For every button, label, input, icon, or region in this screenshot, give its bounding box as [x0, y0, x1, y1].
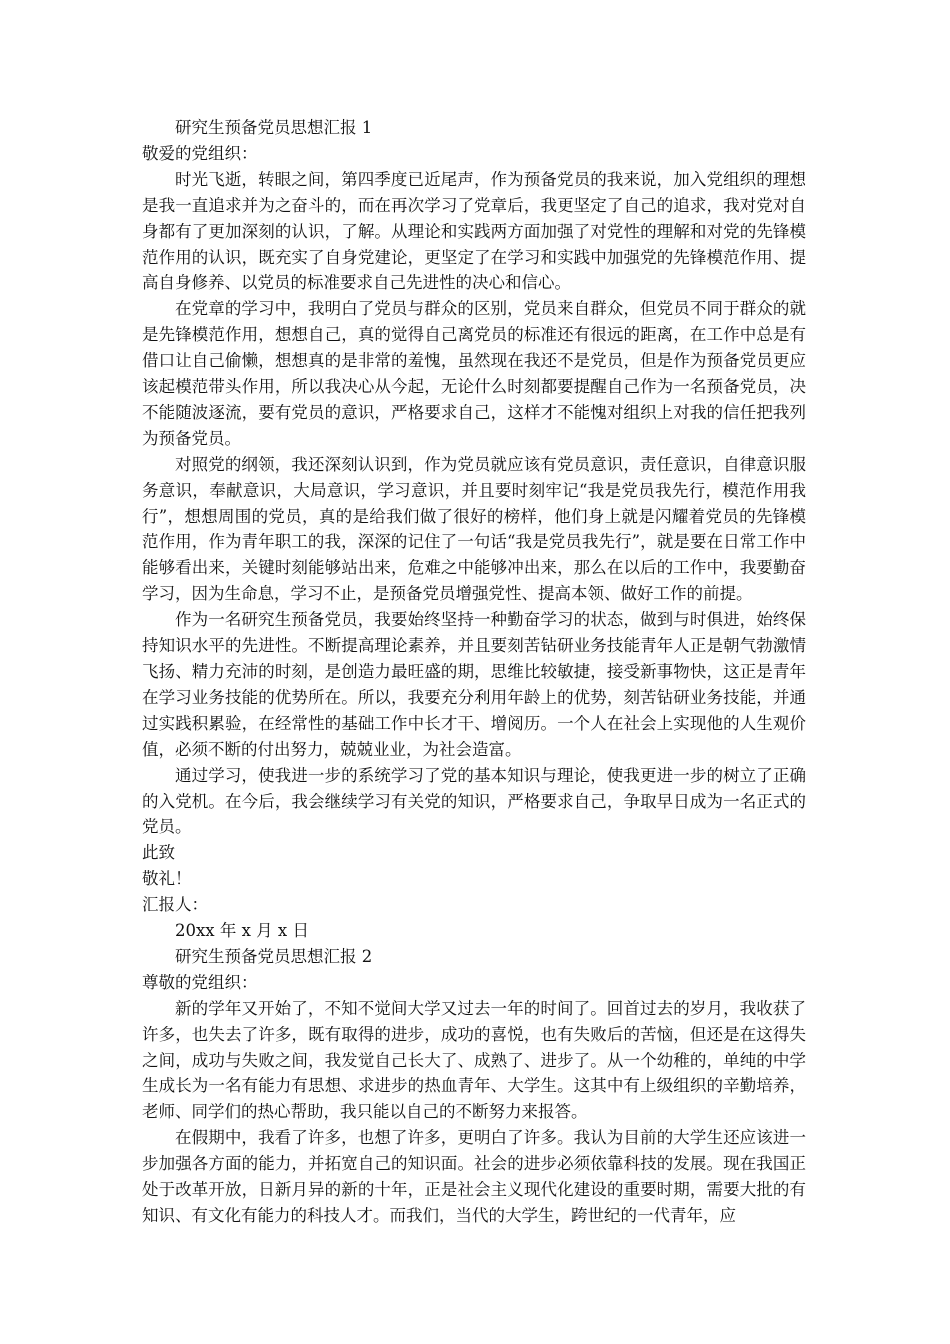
doc2-paragraph-1: 新的学年又开始了，不知不觉间大学又过去一年的时间了。回首过去的岁月，我收获了许多，也失去了许多，既有取得的进步，成功的喜悦，也有失败后的苦恼，但还是在这得失之间，成功与失败之间，我发觉自己长大了、成熟了、进步了。从一个幼稚的，单纯的中学生成长为一名有能力有思想、求进步的热血青年、大学生。这其中有上级组织的辛勤培养，老师、同学们的热心帮助，我只能以自己的不断努力来报答。: [142, 998, 806, 1122]
doc1-title: 研究生预备党员思想汇报 1: [175, 118, 373, 137]
doc1-closing-jingli: 敬礼！: [142, 869, 192, 889]
doc1-paragraph-1: 时光飞逝，转眼之间，第四季度已近尾声，作为预备党员的我来说，加入党组织的理想是我一直追求并为之奋斗的，而在再次学习了党章后，我更坚定了自己的追求，我对党对自身都有了更加深刻的认识，了解。从理论和实践两方面加强了对党性的理解和对党的先锋模范作用的认识，既充实了自身党建论，更坚定了在学习和实践中加强党的先锋模范作用、提高自身修养、以党员的标准要求自己先进性的决心和信心。: [142, 169, 806, 293]
doc1-date: 20xx 年 x 月 x 日: [175, 921, 309, 941]
doc1-salutation: 敬爱的党组织：: [142, 143, 258, 163]
doc1-paragraph-3: 对照党的纲领，我还深刻认识到，作为党员就应该有党员意识，责任意识，自律意识服务意识，奉献意识，大局意识，学习意识，并且要时刻牢记“我是党员我先行，模范作用我行”，想想周围的党员，真的是给我们做了很好的榜样，他们身上就是闪耀着党员的先锋模范作用，作为青年职工的我，深深的记住了一句话“我是党员我先行”，就是要在日常工作中能够看出来，关键时刻能够站出来，危难之中能够冲出来，那么在以后的工作中，我要勤奋学习，因为生命息，学习不止，是预备党员增强党性、提高本领、做好工作的前提。: [142, 454, 806, 604]
doc1-closing-cizhi: 此致: [142, 843, 175, 863]
doc1-paragraph-5: 通过学习，使我进一步的系统学习了党的基本知识与理论，使我更进一步的树立了正确的入党机。在今后，我会继续学习有关党的知识，严格要求自己，争取早日成为一名正式的党员。: [142, 765, 806, 837]
doc1-paragraph-2: 在党章的学习中，我明白了党员与群众的区别，党员来自群众，但党员不同于群众的就是先锋模范作用，想想自己，真的觉得自己离党员的标准还有很远的距离，在工作中总是有借口让自己偷懒，想想真的是非常的羞愧，虽然现在我还不是党员，但是作为预备党员更应该起模范带头作用，所以我决心从今起，无论什么时刻都要提醒自己作为一名预备党员，决不能随波逐流，要有党员的意识，严格要求自己，这样才不能愧对组织上对我的信任把我列为预备党员。: [142, 299, 806, 448]
document-body: [142, 115, 806, 1229]
doc2-salutation: 尊敬的党组织：: [142, 972, 258, 992]
doc2-paragraph-2: 在假期中，我看了许多，也想了许多，更明白了许多。我认为目前的大学生还应该进一步加强各方面的能力，并拓宽自己的知识面。社会的进步必须依靠科技的发展。现在我国正处于改革开放，日新月异的新的十年，正是社会主义现代化建设的重要时期，需要大批的有知识、有文化有能力的科技人才。而我们，当代的大学生，跨世纪的一代青年，应: [142, 1128, 806, 1225]
doc1-paragraph-4: 作为一名研究生预备党员，我要始终坚持一种勤奋学习的状态，做到与时俱进，始终保持知识水平的先进性。不断提高理论素养，并且要刻苦钻研业务技能青年人正是朝气勃激情飞扬、精力充沛的时刻，是创造力最旺盛的期，思维比较敏捷，接受新事物快，这正是青年在学习业务技能的优势所在。所以，我要充分利用年龄上的优势，刻苦钻研业务技能，并通过实践积累验，在经常性的基础工作中长才干、增阅历。一个人在社会上实现他的人生观价值，必须不断的付出努力，兢兢业业，为社会造富。: [142, 610, 806, 759]
doc1-reporter: 汇报人：: [142, 895, 208, 915]
doc2-title: 研究生预备党员思想汇报 2: [175, 946, 373, 966]
